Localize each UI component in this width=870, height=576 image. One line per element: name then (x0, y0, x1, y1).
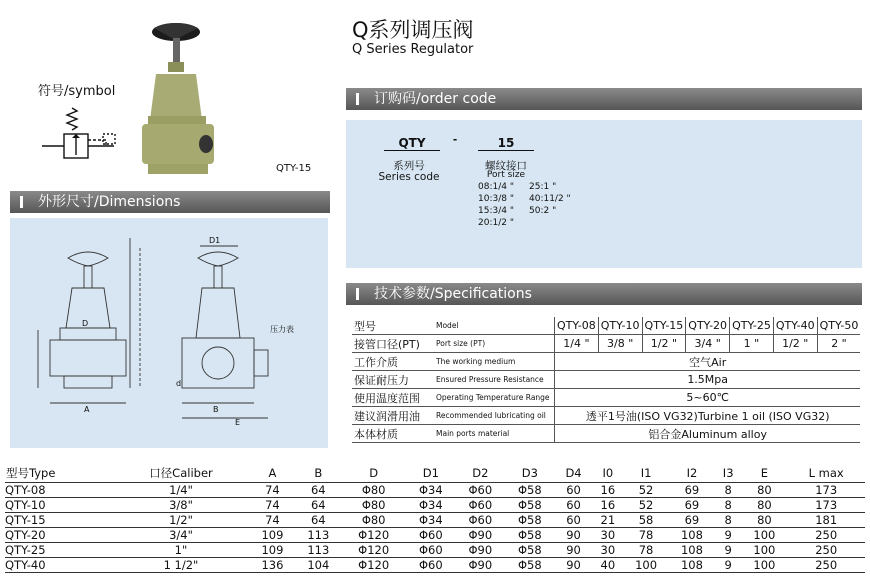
table-cell: 1 " (730, 335, 774, 353)
column-header: D2 (456, 464, 506, 483)
table-cell: 1/4 " (555, 335, 599, 353)
table-cell: 52 (623, 498, 669, 513)
table-cell: 64 (295, 483, 341, 498)
table-cell: 8 (715, 498, 742, 513)
table-cell: 1.5Mpa (555, 371, 861, 389)
table-row (352, 425, 860, 443)
table-row (352, 371, 860, 389)
table-cell: 181 (787, 513, 865, 528)
table-cell: Φ58 (505, 528, 555, 543)
table-cell: 58 (623, 513, 669, 528)
table-cell: 104 (295, 558, 341, 573)
svg-text:A: A (84, 405, 90, 414)
table-cell: Φ90 (456, 543, 506, 558)
dimensions-drawing-panel (10, 218, 328, 448)
table-cell: 69 (669, 513, 715, 528)
table-cell: QTY-40 (773, 317, 817, 335)
svg-text:d: d (176, 379, 182, 388)
table-cell: 90 (555, 558, 593, 573)
table-cell: Φ80 (341, 513, 406, 528)
table-cell: 78 (623, 528, 669, 543)
dimensions-title: 外形尺寸/Dimensions (38, 194, 181, 210)
table-cell: 74 (250, 498, 296, 513)
table-header-row (5, 464, 865, 483)
dimensions-table-body (5, 483, 865, 573)
table-cell: 铝合金Aluminum alloy (555, 425, 861, 443)
table-cell: Φ58 (505, 543, 555, 558)
table-cell: 16 (593, 498, 624, 513)
port-option: 10:3/8 " (478, 194, 514, 204)
table-cell: Φ58 (505, 558, 555, 573)
table-cell: QTY-20 (5, 528, 112, 543)
series-code-cn: 系列号 (393, 160, 425, 172)
spec-label: 工作介质 (352, 353, 434, 371)
gauge-label: 压力表 (270, 325, 294, 334)
table-cell: 108 (669, 528, 715, 543)
table-cell: 8 (715, 483, 742, 498)
table-cell: 100 (623, 558, 669, 573)
table-row (5, 498, 865, 513)
port-size-cn: 螺纹接口 (485, 160, 527, 172)
table-row (352, 407, 860, 425)
table-cell: Φ58 (505, 498, 555, 513)
spec-table (352, 317, 860, 443)
product-photo (138, 18, 228, 183)
table-cell: Φ60 (456, 483, 506, 498)
column-header: D4 (555, 464, 593, 483)
symbol-label: 符号/symbol (38, 84, 116, 99)
table-cell: 3/8" (112, 498, 249, 513)
column-header: I2 (669, 464, 715, 483)
table-cell: 1/4" (112, 483, 249, 498)
table-cell: 78 (623, 543, 669, 558)
column-header: 口径Caliber (112, 464, 249, 483)
table-cell: 109 (250, 528, 296, 543)
table-cell: QTY-40 (5, 558, 112, 573)
table-cell: Φ90 (456, 528, 506, 543)
table-row (352, 353, 860, 371)
column-header: I3 (715, 464, 742, 483)
table-cell: Φ58 (505, 483, 555, 498)
table-cell: 74 (250, 513, 296, 528)
spec-label-en: Model (434, 317, 555, 335)
table-row (5, 543, 865, 558)
table-cell: 250 (787, 543, 865, 558)
table-cell: 113 (295, 543, 341, 558)
table-cell: 3/4" (112, 528, 249, 543)
column-header: D1 (406, 464, 456, 483)
page-subtitle: Q Series Regulator (352, 42, 474, 57)
port-option: 25:1 " (529, 182, 557, 192)
table-cell: 9 (715, 528, 742, 543)
table-cell: Φ58 (505, 513, 555, 528)
table-cell: 空气Air (555, 353, 861, 371)
order-title: 订购码/order code (374, 91, 497, 107)
table-cell: Φ60 (406, 558, 456, 573)
table-cell: 90 (555, 528, 593, 543)
table-cell: QTY-15 (5, 513, 112, 528)
column-header: A (250, 464, 296, 483)
table-row (352, 335, 860, 353)
column-header: B (295, 464, 341, 483)
table-cell: 64 (295, 498, 341, 513)
table-cell: QTY-15 (642, 317, 686, 335)
table-row (352, 389, 860, 407)
table-cell: Φ120 (341, 528, 406, 543)
table-cell: QTY-25 (730, 317, 774, 335)
port-option: 50:2 " (529, 206, 557, 216)
table-cell: QTY-08 (555, 317, 599, 335)
spec-label-en: The working medium (434, 353, 555, 371)
table-cell: 173 (787, 498, 865, 513)
table-cell: QTY-50 (817, 317, 860, 335)
table-cell: 30 (593, 528, 624, 543)
table-cell: 透平1号油(ISO VG32)Turbine 1 oil (ISO VG32) (555, 407, 861, 425)
spec-label: 建议润滑用油 (352, 407, 434, 425)
spec-label-en: Port size (PT) (434, 335, 555, 353)
page-title: Q系列调压阀 (352, 18, 474, 42)
order-code-dash: - (452, 134, 458, 146)
table-cell: 173 (787, 483, 865, 498)
svg-text:B: B (213, 405, 219, 414)
table-cell: QTY-08 (5, 483, 112, 498)
table-cell: Φ120 (341, 543, 406, 558)
table-cell: 250 (787, 558, 865, 573)
spec-section-bar (346, 283, 862, 305)
table-cell: QTY-10 (598, 317, 642, 335)
order-code-series: QTY (384, 136, 440, 151)
column-header: 型号Type (5, 464, 112, 483)
table-cell: 100 (741, 558, 787, 573)
spec-label: 型号 (352, 317, 434, 335)
table-cell: 69 (669, 483, 715, 498)
column-header: I0 (593, 464, 624, 483)
port-option: 08:1/4 " (478, 182, 514, 192)
order-code-panel (346, 120, 862, 268)
svg-text:D: D (82, 319, 89, 328)
table-cell: 40 (593, 558, 624, 573)
svg-text:E: E (235, 418, 241, 427)
table-cell: Φ60 (456, 498, 506, 513)
series-code-en: Series code (378, 171, 440, 183)
column-header: E (741, 464, 787, 483)
table-cell: 250 (787, 528, 865, 543)
port-option: 20:1/2 " (478, 218, 514, 228)
table-cell: Φ60 (456, 513, 506, 528)
table-cell: 3/4 " (686, 335, 730, 353)
column-header: D (341, 464, 406, 483)
table-cell: Φ60 (406, 528, 456, 543)
table-cell: 60 (555, 498, 593, 513)
table-cell: 1/2 " (773, 335, 817, 353)
table-cell: 69 (669, 498, 715, 513)
table-cell: Φ120 (341, 558, 406, 573)
table-cell: Φ34 (406, 483, 456, 498)
port-option: 40:11/2 " (529, 194, 571, 204)
table-cell: 109 (250, 543, 296, 558)
spec-label: 保证耐压力 (352, 371, 434, 389)
table-cell: 60 (555, 483, 593, 498)
dimensions-table (5, 464, 865, 573)
table-cell: 16 (593, 483, 624, 498)
table-row (5, 528, 865, 543)
table-cell: 1/2" (112, 513, 249, 528)
port-option: 15:3/4 " (478, 206, 514, 216)
table-cell: 108 (669, 543, 715, 558)
table-cell: 8 (715, 513, 742, 528)
table-cell: 5~60℃ (555, 389, 861, 407)
port-size-list-1 (478, 181, 514, 229)
table-cell: 74 (250, 483, 296, 498)
regulator-symbol (38, 100, 128, 170)
table-cell: Φ34 (406, 498, 456, 513)
table-cell: 21 (593, 513, 624, 528)
column-header: D3 (505, 464, 555, 483)
table-row (352, 317, 860, 335)
table-cell: 80 (741, 498, 787, 513)
spec-label-en: Operating Temperature Range (434, 389, 555, 407)
table-row (5, 513, 865, 528)
table-cell: 113 (295, 528, 341, 543)
table-cell: Φ80 (341, 498, 406, 513)
table-cell: Φ90 (456, 558, 506, 573)
port-size-list-2 (529, 181, 571, 217)
table-cell: 1/2 " (642, 335, 686, 353)
table-cell: 80 (741, 513, 787, 528)
table-cell: 108 (669, 558, 715, 573)
table-cell: 90 (555, 543, 593, 558)
spec-title: 技术参数/Specifications (374, 286, 532, 302)
spec-label: 本体材质 (352, 425, 434, 443)
order-section-bar (346, 88, 862, 110)
table-cell: Φ60 (406, 543, 456, 558)
table-cell: 9 (715, 543, 742, 558)
table-cell: 52 (623, 483, 669, 498)
column-header: L max (787, 464, 865, 483)
table-cell: 30 (593, 543, 624, 558)
table-cell: QTY-10 (5, 498, 112, 513)
spec-label-en: Recommended lubricating oil (434, 407, 555, 425)
table-row (5, 558, 865, 573)
table-cell: 2 " (817, 335, 860, 353)
spec-label: 接管口径(PT) (352, 335, 434, 353)
spec-label: 使用温度范围 (352, 389, 434, 407)
table-cell: Φ80 (341, 483, 406, 498)
svg-text:D1: D1 (209, 236, 221, 245)
table-cell: 3/8 " (598, 335, 642, 353)
table-cell: 60 (555, 513, 593, 528)
column-header: I1 (623, 464, 669, 483)
table-cell: 1" (112, 543, 249, 558)
table-row (5, 483, 865, 498)
spec-label-en: Ensured Pressure Resistance (434, 371, 555, 389)
table-cell: 100 (741, 528, 787, 543)
table-cell: Φ34 (406, 513, 456, 528)
table-cell: 64 (295, 513, 341, 528)
table-cell: 9 (715, 558, 742, 573)
table-cell: 100 (741, 543, 787, 558)
table-cell: 136 (250, 558, 296, 573)
dimensions-section-bar (10, 191, 330, 213)
order-code-port: 15 (478, 136, 534, 151)
table-cell: QTY-20 (686, 317, 730, 335)
port-size-en: Port size (486, 170, 526, 180)
table-cell: 1 1/2" (112, 558, 249, 573)
table-cell: 80 (741, 483, 787, 498)
table-cell: QTY-25 (5, 543, 112, 558)
spec-label-en: Main ports material (434, 425, 555, 443)
product-model-label: QTY-15 (276, 163, 312, 174)
